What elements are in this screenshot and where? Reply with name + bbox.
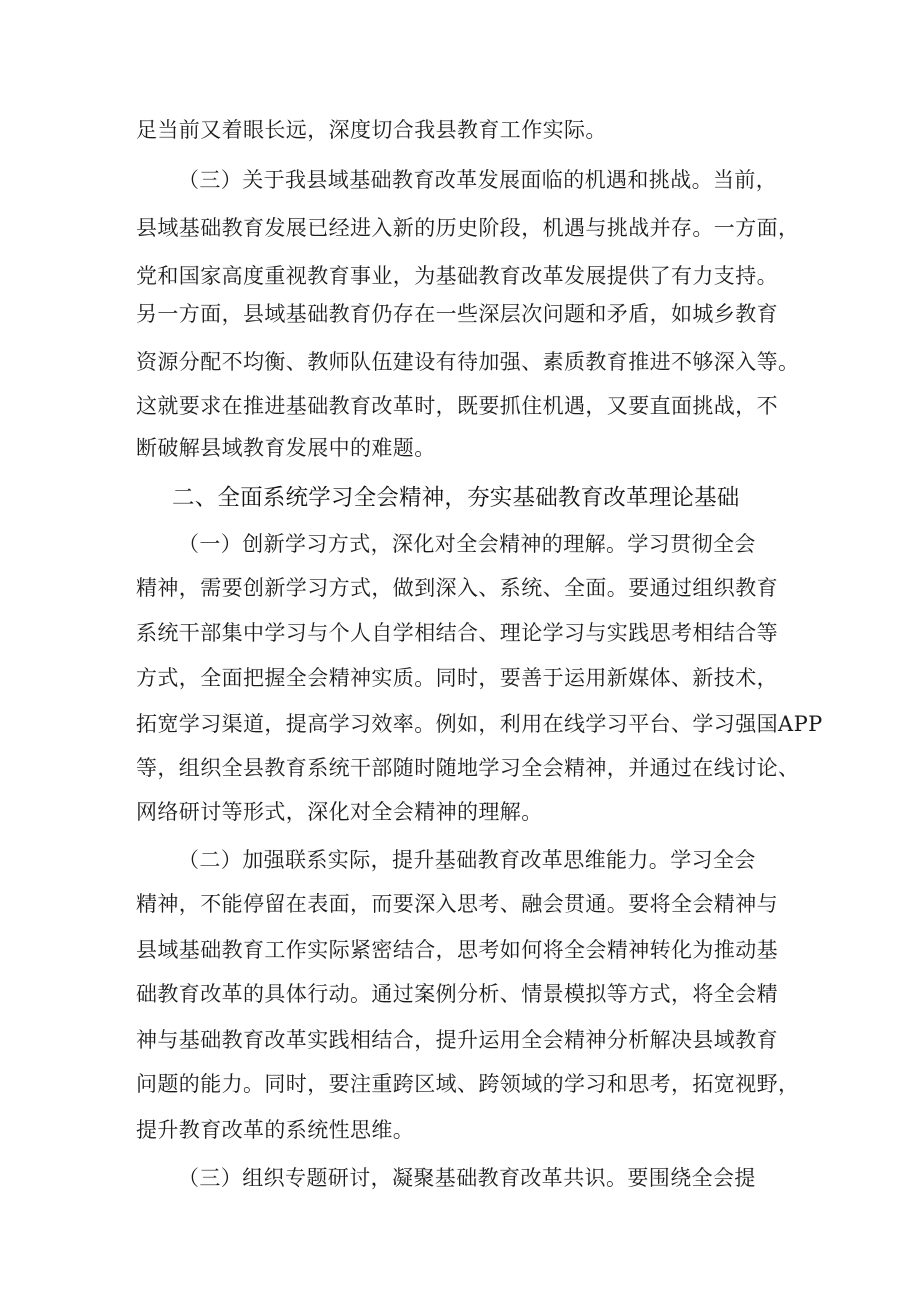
- text-line: 县域基础教育发展已经进入新的历史阶段，机遇与挑战并存。一方面，: [136, 216, 800, 240]
- text-line: 断破解县域教育发展中的难题。: [136, 436, 436, 460]
- text-line: 党和国家高度重视教育事业，为基础教育改革发展提供了有力支持。: [136, 264, 778, 288]
- text-line: 等，组织全县教育系统干部随时随地学习全会精神，并通过在线讨论、: [136, 756, 800, 780]
- text-line: 另一方面，县域基础教育仍存在一些深层次问题和矛盾，如城乡教育: [136, 302, 778, 326]
- text-line: （一）创新学习方式，深化对全会精神的理解。学习贯彻全会: [178, 532, 756, 556]
- text-line: 县域基础教育工作实际紧密结合，思考如何将全会精神转化为推动基: [136, 938, 778, 962]
- text-line: 方式，全面把握全会精神实质。同时，要善于运用新媒体、新技术，: [136, 666, 778, 690]
- text-line: 提升教育改革的系统性思维。: [136, 1118, 415, 1142]
- text-line: 网络研讨等形式，深化对全会精神的理解。: [136, 800, 543, 824]
- text-line: 神与基础教育改革实践相结合，提升运用全会精神分析解决县域教育: [136, 1028, 778, 1052]
- text-line: （二）加强联系实际，提升基础教育改革思维能力。学习全会: [178, 848, 756, 872]
- text-line: （三）组织专题研讨，凝聚基础教育改革共识。要围绕全会提: [178, 1166, 756, 1190]
- text-line: 精神，不能停留在表面，而要深入思考、融会贯通。要将全会精神与: [136, 892, 778, 916]
- text-line: 础教育改革的具体行动。通过案例分析、情景模拟等方式，将全会精: [136, 982, 778, 1006]
- text-line: （三）关于我县域基础教育改革发展面临的机遇和挑战。当前，: [178, 168, 778, 192]
- text-line: 问题的能力。同时，要注重跨区域、跨领域的学习和思考，拓宽视野，: [136, 1072, 800, 1096]
- section-heading: 二、全面系统学习全会精神，夯实基础教育改革理论基础: [172, 485, 740, 511]
- text-line: 系统干部集中学习与个人自学相结合、理论学习与实践思考相结合等: [136, 621, 778, 645]
- text-line: 资源分配不均衡、教师队伍建设有待加强、素质教育推进不够深入等。: [136, 350, 800, 374]
- text-line: 拓宽学习渠道，提高学习效率。例如，利用在线学习平台、学习强国APP: [136, 712, 823, 736]
- text-line: 这就要求在推进基础教育改革时，既要抓住机遇，又要直面挑战，不: [136, 394, 778, 418]
- text-line: 精神，需要创新学习方式，做到深入、系统、全面。要通过组织教育: [136, 576, 778, 600]
- text-line: 足当前又着眼长远，深度切合我县教育工作实际。: [136, 118, 607, 142]
